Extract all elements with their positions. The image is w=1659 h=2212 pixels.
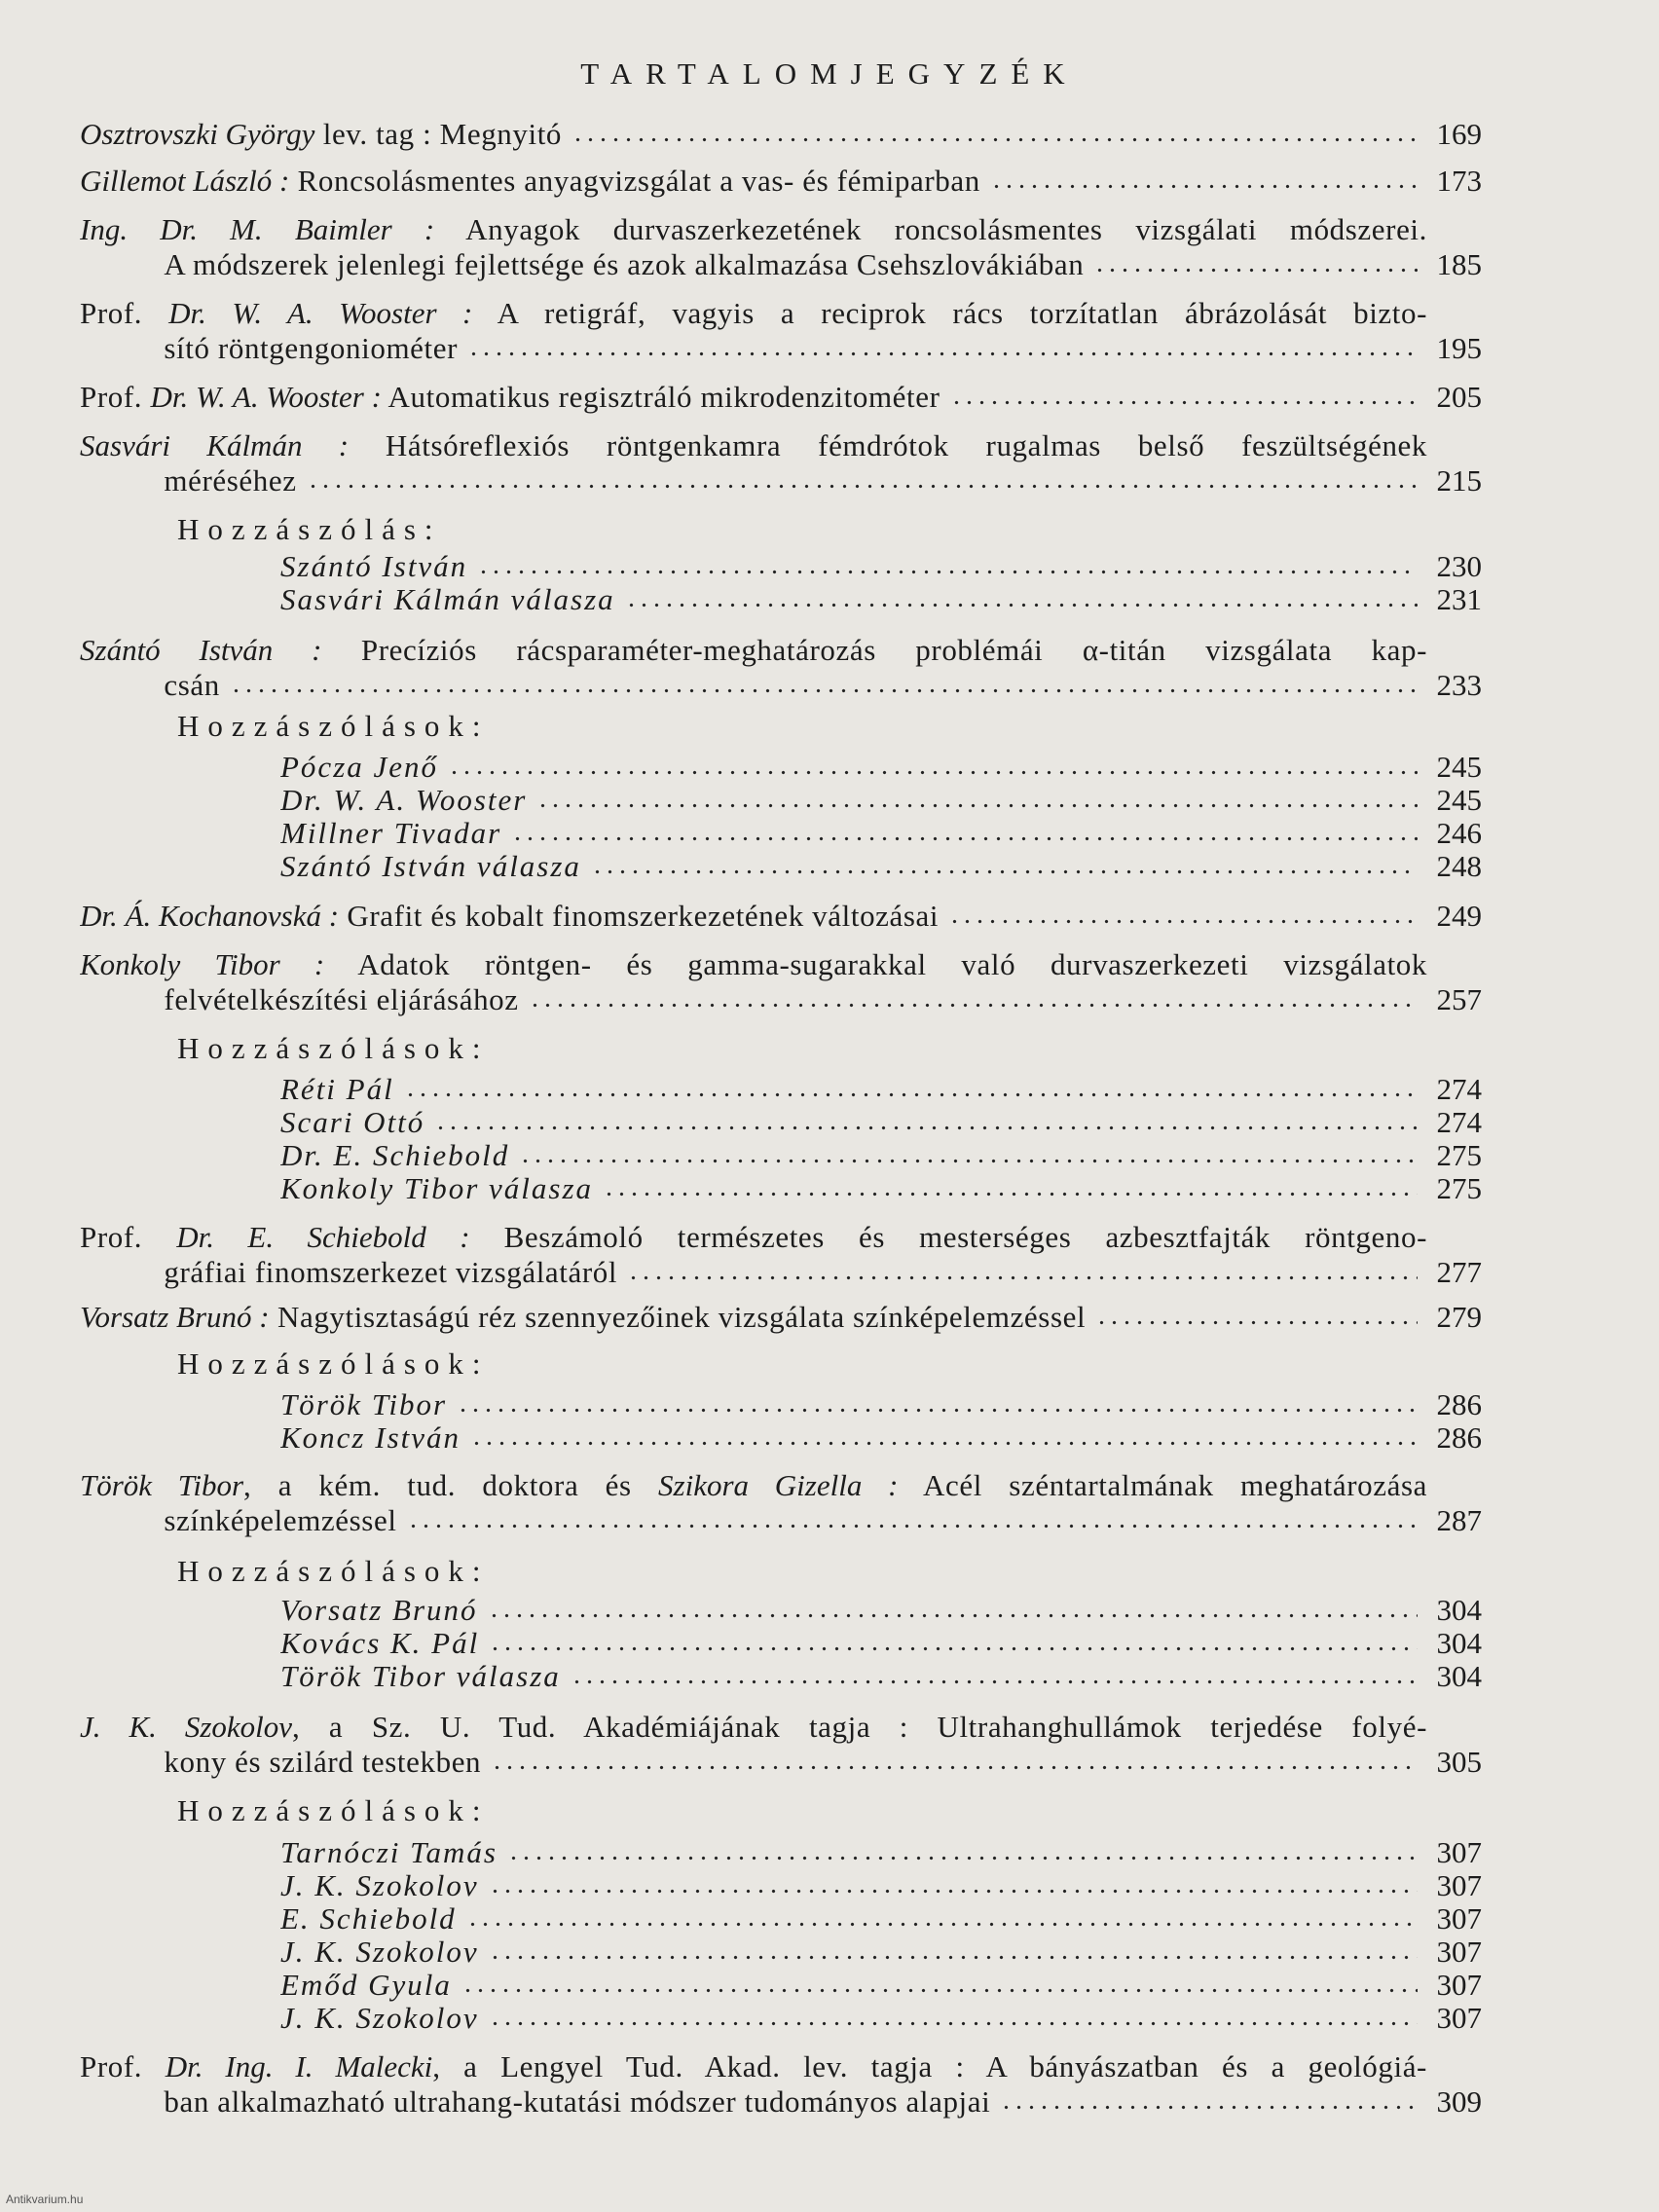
toc-entry-line[interactable] [164, 247, 1482, 282]
comment-text [280, 750, 438, 785]
entry-text [164, 982, 518, 1017]
comment-line[interactable] [280, 1387, 1482, 1422]
dot-leader [1093, 256, 1418, 276]
author-name: Dr. Á. Kochanovská : [80, 899, 340, 933]
entry-title: Beszámoló természetes és mesterséges azbesztfajták röntgeno- [469, 1220, 1427, 1254]
comment-text [280, 1072, 394, 1107]
comment-line[interactable] [280, 1868, 1482, 1903]
commenter-name: Török Tibor [280, 1387, 448, 1421]
comment-line[interactable] [280, 1626, 1482, 1661]
comment-text [280, 1626, 479, 1661]
entry-title: Acél széntartalmának meghatározása [898, 1468, 1427, 1502]
dot-leader [230, 677, 1418, 696]
dot-leader [948, 907, 1418, 927]
dot-leader [571, 126, 1418, 145]
author-name: Ing. Dr. M. Baimler : [80, 212, 435, 246]
toc-entry-line[interactable] [80, 296, 1482, 331]
page-number: 309 [1436, 2084, 1482, 2119]
commenter-name: Szántó István [280, 549, 468, 583]
entry-title: csán [164, 668, 220, 702]
page-number: 246 [1436, 816, 1482, 850]
comment-text [280, 1835, 498, 1870]
page-number: 307 [1436, 1868, 1482, 1902]
entry-title: Anyagok durvaszerkezetének roncsolásmentes vizsgálati módszerei. [434, 212, 1427, 246]
page-number: 307 [1436, 1901, 1482, 1936]
page-number: 279 [1436, 1300, 1482, 1334]
comments-heading: Hozzászólások: [177, 1346, 490, 1381]
entry-title: színképelemzéssel [164, 1503, 397, 1537]
comment-line[interactable] [280, 1138, 1482, 1173]
page-number: 286 [1436, 1387, 1482, 1421]
entry-title: Nagytisztaságú réz szennyezőinek vizsgálata színképelemzéssel [269, 1300, 1087, 1334]
page-number: 274 [1436, 1105, 1482, 1139]
toc-entry-line[interactable] [80, 1300, 1482, 1335]
entry-text [164, 1255, 617, 1290]
dot-leader [591, 858, 1418, 877]
comment-line[interactable] [280, 582, 1482, 617]
page-number: 195 [1436, 331, 1482, 365]
comment-text [280, 816, 501, 851]
comment-line[interactable] [280, 1420, 1482, 1456]
dot-leader [434, 1114, 1418, 1133]
comment-line[interactable] [280, 1968, 1482, 2003]
dot-leader [470, 1429, 1418, 1449]
entry-text [80, 2049, 1427, 2084]
dot-leader [489, 1635, 1418, 1654]
toc-entry-line[interactable] [80, 164, 1482, 199]
dot-leader [990, 172, 1418, 192]
entry-title: Grafit és kobalt finomszerkezetének változásai [339, 899, 940, 933]
page-number: 277 [1436, 1255, 1482, 1289]
dot-leader [950, 388, 1418, 408]
author-name: Vorsatz Brunó : [80, 1300, 270, 1334]
entry-text [164, 2084, 990, 2120]
page-number: 304 [1436, 1659, 1482, 1693]
page-number: 307 [1436, 1835, 1482, 1869]
page-number: 287 [1436, 1503, 1482, 1537]
comment-text [280, 1868, 479, 1903]
comment-text [280, 1901, 457, 1936]
comments-heading: Hozzászólás: [177, 512, 442, 546]
entry-title: gráfiai finomszerkezet vizsgálatáról [164, 1255, 618, 1289]
comment-line[interactable] [280, 783, 1482, 818]
toc-entry-line[interactable] [164, 1503, 1482, 1538]
commenter-name: Réti Pál [280, 1072, 394, 1106]
dot-leader [489, 1877, 1418, 1897]
comment-text [280, 549, 467, 584]
commenter-name: Török Tibor válasza [280, 1659, 561, 1693]
author-name: Dr. W. A. Wooster : [168, 296, 473, 330]
toc-entry-line[interactable] [164, 2084, 1482, 2120]
author-name: Dr. W. A. Wooster : [150, 380, 382, 414]
comment-text [280, 1171, 593, 1206]
commenter-name: J. K. Szokolov [280, 2001, 479, 2035]
toc-entry-line[interactable] [80, 2049, 1482, 2084]
dot-leader [603, 1180, 1418, 1199]
comment-line[interactable] [280, 2001, 1482, 2036]
comment-line[interactable] [280, 849, 1482, 884]
comment-line[interactable] [280, 1105, 1482, 1140]
dot-leader [477, 558, 1418, 577]
author-name: Gillemot László : [80, 164, 290, 198]
entry-title: sító röntgengoniométer [164, 331, 459, 365]
toc-entry-line[interactable] [80, 899, 1482, 934]
page-number: 205 [1436, 380, 1482, 414]
entry-text [164, 668, 219, 703]
entry-text [80, 428, 1427, 463]
comment-line[interactable] [280, 1835, 1482, 1870]
author-name: Konkoly Tibor : [80, 947, 325, 981]
title-prefix: Prof. [80, 296, 169, 330]
dot-leader [466, 1910, 1418, 1930]
dot-leader [536, 792, 1418, 811]
dot-leader [571, 1668, 1418, 1687]
page-number: 169 [1436, 117, 1482, 151]
entry-text [80, 633, 1427, 668]
dot-leader [627, 1264, 1418, 1283]
comment-text [280, 1105, 424, 1140]
entry-title: , a Sz. U. Tud. Akadémiájának tagja : Ultrahanghullámok terjedése folyé- [292, 1710, 1427, 1744]
entry-text [164, 463, 296, 498]
toc-entry-line[interactable] [164, 982, 1482, 1017]
title-prefix: Prof. [80, 2049, 166, 2083]
dot-leader [519, 1147, 1418, 1166]
entry-text [80, 212, 1427, 247]
dot-leader [507, 1844, 1418, 1863]
commenter-name: Emőd Gyula [280, 1968, 452, 2002]
comment-text [280, 1935, 479, 1970]
entry-text [80, 899, 939, 934]
entry-text [80, 1710, 1427, 1745]
commenter-name: J. K. Szokolov [280, 1935, 479, 1969]
page-number: 233 [1436, 668, 1482, 702]
comment-line[interactable] [280, 1901, 1482, 1936]
entry-title: lev. tag : Megnyitó [314, 117, 563, 151]
entry-title: ban alkalmazható ultrahang-kutatási módszer tudományos alapjai [164, 2084, 991, 2119]
entry-text [164, 1503, 396, 1538]
dot-leader [404, 1081, 1418, 1100]
commenter-name: Konkoly Tibor válasza [280, 1171, 594, 1205]
dot-leader [448, 758, 1418, 778]
comment-text [280, 1138, 509, 1173]
entry-title: kony és szilárd testekben [164, 1745, 482, 1779]
comment-text [280, 849, 581, 884]
toc-entry-line[interactable] [80, 428, 1482, 463]
comment-text [280, 1968, 452, 2003]
comment-text [280, 2001, 479, 2036]
toc-entry-line[interactable] [164, 463, 1482, 498]
dot-leader [625, 591, 1418, 610]
dot-leader [467, 340, 1418, 359]
toc-entry-line[interactable] [80, 380, 1482, 415]
page-title: TARTALOMJEGYZÉK [580, 56, 1079, 91]
page-number: 185 [1436, 247, 1482, 281]
page-number: 248 [1436, 849, 1482, 883]
page-number: 245 [1436, 783, 1482, 817]
title-prefix: Prof. [80, 380, 151, 414]
comment-line[interactable] [280, 816, 1482, 851]
entry-text [80, 1220, 1427, 1255]
commenter-name: Sasvári Kálmán válasza [280, 582, 615, 616]
commenter-name: Tarnóczi Tamás [280, 1835, 498, 1869]
dot-leader [307, 472, 1418, 492]
author-name: Dr. Ing. I. Malecki [165, 2049, 433, 2083]
entry-text [164, 1745, 481, 1780]
page-number: 230 [1436, 549, 1482, 583]
comment-line[interactable] [280, 1659, 1482, 1694]
commenter-name: Dr. W. A. Wooster [280, 783, 528, 817]
dot-leader [1095, 1309, 1418, 1328]
entry-title: , a Lengyel Tud. Akad. lev. tagja : A bányászatban és a geológiá- [432, 2049, 1427, 2083]
page-number: 304 [1436, 1626, 1482, 1660]
entry-title: Hátsóreflexiós röntgenkamra fémdrótok rugalmas belső feszültségének [349, 428, 1427, 462]
page-number: 215 [1436, 463, 1482, 498]
entry-title: A retigráf, vagyis a reciprok rács torzítatlan ábrázolását bizto- [472, 296, 1427, 330]
commenter-name: Dr. E. Schiebold [280, 1138, 510, 1172]
author-name: Szikora Gizella : [658, 1468, 899, 1502]
dot-leader [461, 1976, 1418, 1996]
entry-text [80, 947, 1427, 982]
comment-text [280, 1387, 447, 1422]
page-number: 231 [1436, 582, 1482, 616]
toc-entry-line[interactable] [164, 331, 1482, 366]
author-name: Szántó István : [80, 633, 322, 667]
toc-entry-line[interactable] [80, 947, 1482, 982]
page-number: 304 [1436, 1593, 1482, 1627]
toc-entry-line[interactable] [80, 1220, 1482, 1255]
comment-text [280, 582, 615, 617]
dot-leader [407, 1512, 1418, 1531]
toc-entry-line[interactable] [164, 1745, 1482, 1780]
comments-heading: Hozzászólások: [177, 1554, 490, 1588]
entry-title: Automatikus regisztráló mikrodenzitométer [381, 380, 940, 414]
dot-leader [457, 1396, 1418, 1416]
author-name: Sasvári Kálmán : [80, 428, 350, 462]
comment-text [280, 1593, 478, 1628]
comment-line[interactable] [280, 1171, 1482, 1206]
dot-leader [489, 1943, 1418, 1963]
page-number: 249 [1436, 899, 1482, 933]
comment-text [280, 1659, 561, 1694]
page-number: 307 [1436, 2001, 1482, 2035]
title-prefix: Prof. [80, 1220, 177, 1254]
entry-title: felvételkészítési eljárásához [164, 982, 519, 1016]
toc-entry-line[interactable] [164, 1255, 1482, 1290]
dot-leader [488, 1602, 1418, 1621]
dot-leader [1000, 2093, 1418, 2113]
commenter-name: Vorsatz Brunó [280, 1593, 478, 1627]
toc-entry-line[interactable] [80, 1468, 1482, 1503]
comments-heading: Hozzászólások: [177, 1031, 490, 1065]
page-number: 274 [1436, 1072, 1482, 1106]
page-number: 307 [1436, 1968, 1482, 2002]
entry-title: méréséhez [164, 463, 297, 498]
comments-heading: Hozzászólások: [177, 1793, 490, 1827]
page-number: 275 [1436, 1138, 1482, 1172]
toc-entry-line[interactable] [164, 668, 1482, 703]
toc-entry-line[interactable] [80, 1710, 1482, 1745]
comment-line[interactable] [280, 1072, 1482, 1107]
entry-title: Precíziós rácsparaméter-meghatározás problémái α-titán vizsgálata kap- [321, 633, 1427, 667]
commenter-name: Scari Ottó [280, 1105, 425, 1139]
page-number: 257 [1436, 982, 1482, 1016]
dot-leader [489, 2009, 1418, 2029]
author-name: Osztrovszki György [80, 117, 315, 151]
comment-line[interactable] [280, 1935, 1482, 1970]
page-number: 173 [1436, 164, 1482, 198]
toc-entry-line[interactable] [80, 212, 1482, 247]
comments-heading: Hozzászólások: [177, 709, 490, 743]
comment-line[interactable] [280, 1593, 1482, 1628]
commenter-name: Millner Tivadar [280, 816, 502, 850]
entry-text [80, 1468, 1427, 1503]
page-number: 245 [1436, 750, 1482, 784]
comment-text [280, 783, 527, 818]
entry-title: , a kém. tud. doktora és [243, 1468, 659, 1502]
entry-text [80, 296, 1427, 331]
author-name: Török Tibor [80, 1468, 244, 1502]
entry-text [164, 331, 458, 366]
toc-entry-line[interactable] [80, 117, 1482, 152]
comment-line[interactable] [280, 750, 1482, 785]
comment-line[interactable] [280, 549, 1482, 584]
dot-leader [529, 991, 1418, 1011]
entry-title: A módszerek jelenlegi fejlettsége és azok alkalmazása Csehszlovákiában [164, 247, 1085, 281]
toc-entry-line[interactable] [80, 633, 1482, 668]
entry-title: Roncsolásmentes anyagvizsgálat a vas- és fémiparban [289, 164, 980, 198]
author-name: J. K. Szokolov [80, 1710, 293, 1744]
dot-leader [511, 825, 1418, 844]
entry-text [80, 1300, 1086, 1335]
commenter-name: Szántó István válasza [280, 849, 581, 883]
entry-text [80, 117, 562, 152]
commenter-name: Pócza Jenő [280, 750, 439, 784]
entry-text [164, 247, 1084, 282]
page-number: 307 [1436, 1935, 1482, 1969]
dot-leader [491, 1753, 1418, 1773]
page-number: 305 [1436, 1745, 1482, 1779]
page-number: 275 [1436, 1171, 1482, 1205]
entry-title: Adatok röntgen- és gamma-sugarakkal való durvaszerkezeti vizsgálatok [324, 947, 1427, 981]
commenter-name: Koncz István [280, 1420, 461, 1455]
source-watermark: Antikvarium.hu [6, 2193, 84, 2206]
commenter-name: J. K. Szokolov [280, 1868, 479, 1902]
page-number: 286 [1436, 1420, 1482, 1455]
comment-text [280, 1420, 461, 1456]
commenter-name: E. Schiebold [280, 1901, 457, 1936]
commenter-name: Kovács K. Pál [280, 1626, 480, 1660]
entry-text [80, 380, 940, 415]
entry-text [80, 164, 980, 199]
author-name: Dr. E. Schiebold : [176, 1220, 470, 1254]
